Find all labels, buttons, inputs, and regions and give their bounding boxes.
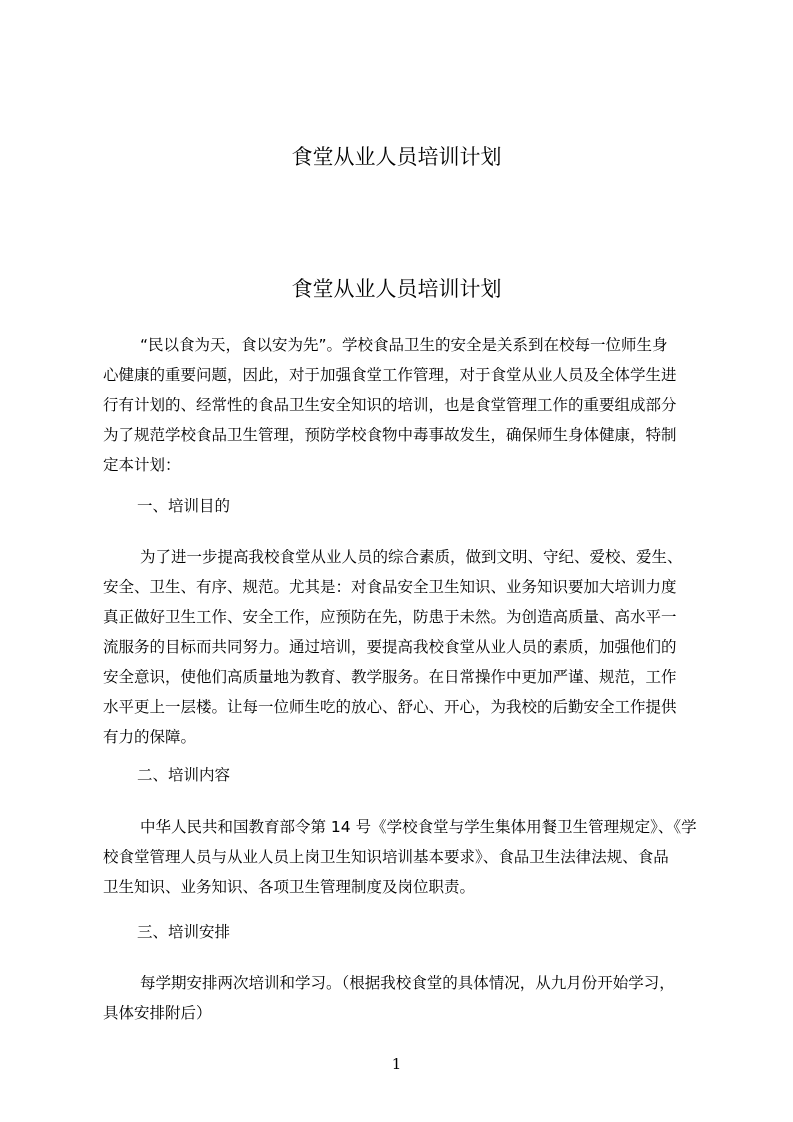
paragraph-line: 为了进一步提高我校食堂从业人员的综合素质，做到文明、守纪、爱校、爱生、	[140, 548, 683, 566]
paragraph-line: 卫生知识、业务知识、各项卫生管理制度及岗位职责。	[103, 878, 476, 896]
intro-paragraph	[103, 330, 701, 480]
paragraph-line: 有力的保障。	[103, 728, 197, 746]
paragraph-line: 水平更上一层楼。让每一位师生吃的放心、舒心、开心，为我校的后勤安全工作提供	[103, 698, 677, 716]
header-title: 食堂从业人员培训计划	[291, 145, 502, 169]
schedule-paragraph	[103, 968, 701, 1028]
content-paragraph	[103, 812, 701, 902]
purpose-paragraph	[103, 542, 701, 752]
paragraph-line: 每学期安排两次培训和学习。（根据我校食堂的具体情况，从九月份开始学习，	[140, 974, 675, 992]
section-heading-content: 二、培训内容	[137, 766, 231, 784]
section-heading-purpose: 一、培训目的	[137, 497, 231, 515]
paragraph-line: “民以食为天，食以安为先”。学校食品卫生的安全是关系到在校每一位师生身	[140, 336, 668, 354]
paragraph-line: 校食堂管理人员与从业人员上岗卫生知识培训基本要求》、食品卫生法律法规、食品	[103, 848, 669, 866]
paragraph-line: 安全、卫生、有序、规范。尤其是：对食品安全卫生知识、业务知识要加大培训力度	[103, 578, 677, 596]
paragraph-line: 心健康的重要问题，因此，对于加强食堂工作管理，对于食堂从业人员及全体学生进	[103, 366, 677, 384]
page-number: 1	[391, 1055, 402, 1073]
paragraph-line: 流服务的目标而共同努力。通过培训，要提高我校食堂从业人员的素质，加强他们的	[103, 638, 677, 656]
paragraph-line: 行有计划的、经常性的食品卫生安全知识的培训，也是食堂管理工作的重要组成部分	[103, 396, 677, 414]
main-title: 食堂从业人员培训计划	[291, 277, 502, 301]
paragraph-line: 中华人民共和国教育部令第 14 号《学校食堂与学生集体用餐卫生管理规定》、《学	[140, 818, 697, 836]
paragraph-line: 定本计划：	[103, 456, 181, 474]
paragraph-line: 具体安排附后）	[103, 1004, 212, 1022]
section-heading-schedule: 三、培训安排	[137, 923, 231, 941]
paragraph-line: 安全意识，使他们高质量地为教育、教学服务。在日常操作中更加严谨、规范，工作	[103, 668, 677, 686]
paragraph-line: 为了规范学校食品卫生管理，预防学校食物中毒事故发生，确保师生身体健康，特制	[103, 426, 677, 444]
paragraph-line: 真正做好卫生工作、安全工作，应预防在先，防患于未然。为创造高质量、高水平一	[103, 608, 677, 626]
